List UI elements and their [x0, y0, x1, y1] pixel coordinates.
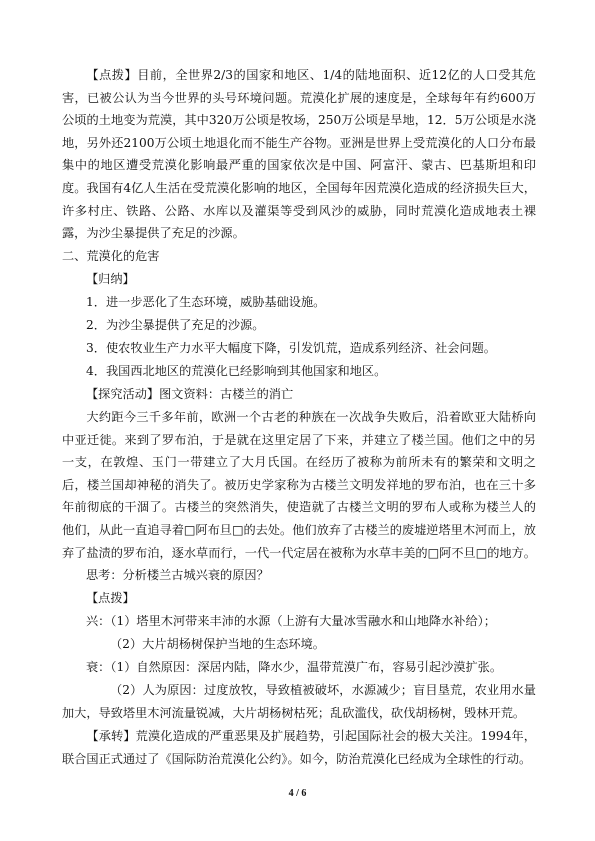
- paragraph-loulan-story: 大约距今三千多年前，欧洲一个古老的种族在一次战争失败后，沿着欧亚大陆桥向中亚迁徙。来到了罗布泊，于是就在这里定居了下来，并建立了楼兰国。他们之中的另一支，在敦煌、玉门一带建立了大月氏国。在经历了被称为前所未有的繁荣和文明之后，楼兰国却神秘的消失了。被历史学家称为古楼兰文明发祥地的罗布泊，也在三十多年前彻底的干涸了。古楼兰的突然消失，使造就了古楼兰文明的罗布人或称为楼兰人的他们，从此一直追寻着□阿布旦□的去处。他们放弃了古楼兰的废墟逆塔里木河而上，放弃了盐渍的罗布泊，逐水草而行，一代一代定居在被称为水草丰美的□阿不旦□的地方。: [62, 410, 536, 560]
- paragraph-desertification-hint: 【点拨】目前，全世界2/3的国家和地区、1/4的陆地面积、近12亿的人口受其危害，已被公认为当今世界的头号环境问题。荒漠化扩展的速度是，全球每年有约600万公顷的土地变为荒漠，其中320万公顷是牧场，250万公顷是旱地，12．5万公顷是水浇地，另外还2100万公顷土地退化而不能生产谷物。亚洲是世界上受荒漠化的人口分布最集中的地区遭受荒漠化影响最严重的国家依次是中国、阿富汗、蒙古、巴基斯坦和印度。我国有4亿人生活在受荒漠化影响的地区，全国每年因荒漠化造成的经济损失巨大，许多村庄、铁路、公路、水库以及灌渠等受到风沙的威胁，同时荒漠化造成地表土裸露，为沙尘暴提供了充足的沙源。: [62, 68, 536, 241]
- fall-reason-2: （2）人为原因：过度放牧，导致植被破坏，水源减少；盲目垦荒，农业用水量加大，导致塔里木河流量锐减，大片胡杨树枯死；乱砍滥伐，砍伐胡杨树，毁林开荒。: [62, 683, 536, 720]
- summary-item: 4．我国西北地区的荒漠化已经影响到其他国家和地区。: [86, 364, 387, 378]
- summary-label: 【归纳】: [86, 272, 135, 286]
- think-question: 思考：分析楼兰古城兴衰的原因？: [86, 568, 269, 582]
- summary-item: 1．进一步恶化了生态环境，威胁基础设施。: [86, 295, 326, 309]
- page-number: 4 / 6: [288, 788, 307, 799]
- paragraph-transition: 【承转】荒漠化造成的严重恶果及扩展趋势，引起国际社会的极大关注。1994年，联合国正式通过了《国际防治荒漠化公约》。如今，防治荒漠化已经成为全球性的行动。: [62, 729, 536, 766]
- section-heading: 二、荒漠化的危害: [62, 249, 160, 263]
- summary-item: 2．为沙尘暴提供了充足的沙源。: [86, 318, 265, 332]
- fall-reason-1: 衰：（1）自然原因：深居内陆，降水少，温带荒漠广布，容易引起沙漠扩张。: [86, 660, 503, 674]
- activity-title: 【探究活动】图文资料：古楼兰的消亡: [86, 387, 294, 401]
- summary-item: 3．使农牧业生产力水平大幅度下降，引发饥荒，造成系列经济、社会问题。: [86, 341, 496, 355]
- rise-reason-2: （2）大片胡杨树保护当地的生态环境。: [110, 637, 325, 651]
- rise-reason-1: 兴：（1）塔里木河带来丰沛的水源（上游有大量冰雪融水和山地降水补给）；: [86, 614, 496, 628]
- hint-label: 【点拨】: [86, 591, 135, 605]
